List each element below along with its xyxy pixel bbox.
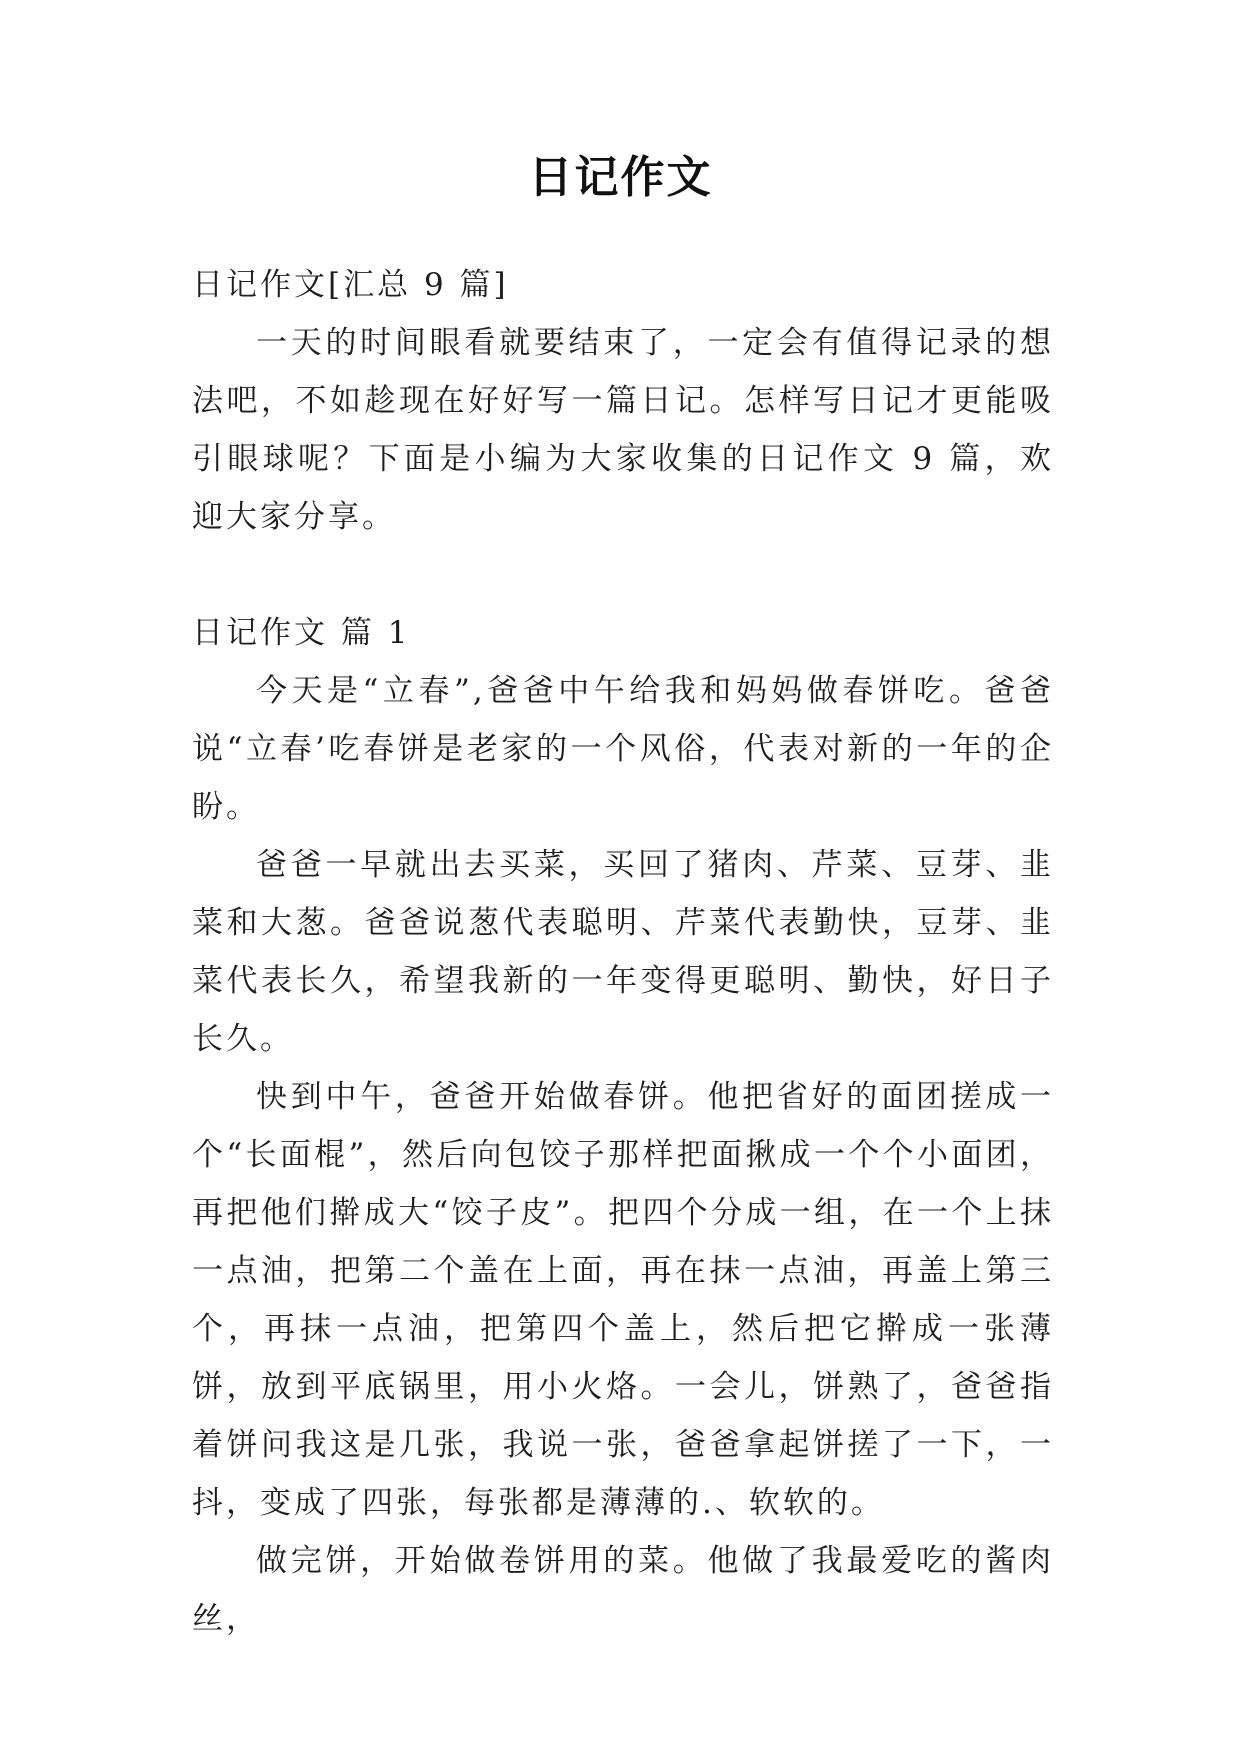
section-heading: 日记作文 篇 1 [192, 615, 411, 651]
body-paragraph: 做完饼，开始做卷饼用的菜。他做了我最爱吃的酱肉丝， [192, 1543, 1054, 1637]
document-body [192, 256, 1054, 1648]
body-paragraph: 今天是“立春”,爸爸中午给我和妈妈做春饼吃。爸爸说“立春’吃春饼是老家的一个风俗，代表对新的一年的企盼。 [192, 673, 1054, 825]
document-title: 日记作文 [528, 152, 713, 203]
document-subtitle: 日记作文[汇总 9 篇] [192, 267, 509, 303]
body-paragraph: 快到中午，爸爸开始做春饼。他把省好的面团搓成一个“长面棍”，然后向包饺子那样把面揪成一个个小面团，再把他们擀成大“饺子皮”。把四个分成一组，在一个上抹一点油，把第二个盖在上面，再在抹一点油，再盖上第三个，再抹一点油，把第四个盖上，然后把它擀成一张薄饼，放到平底锅里，用小火烙。一会儿，饼熟了，爸爸指着饼问我这是几张，我说一张，爸爸拿起饼搓了一下，一抖，变成了四张，每张都是薄薄的.、软软的。 [192, 1079, 1054, 1521]
body-paragraph: 爸爸一早就出去买菜，买回了猪肉、芹菜、豆芽、韭菜和大葱。爸爸说葱代表聪明、芹菜代表勤快，豆芽、韭菜代表长久，希望我新的一年变得更聪明、勤快，好日子长久。 [192, 847, 1054, 1057]
section-spacer [192, 546, 1054, 604]
intro-paragraph: 一天的时间眼看就要结束了，一定会有值得记录的想法吧，不如趁现在好好写一篇日记。怎样写日记才更能吸引眼球呢？下面是小编为大家收集的日记作文 9 篇，欢迎大家分享。 [192, 325, 1054, 535]
